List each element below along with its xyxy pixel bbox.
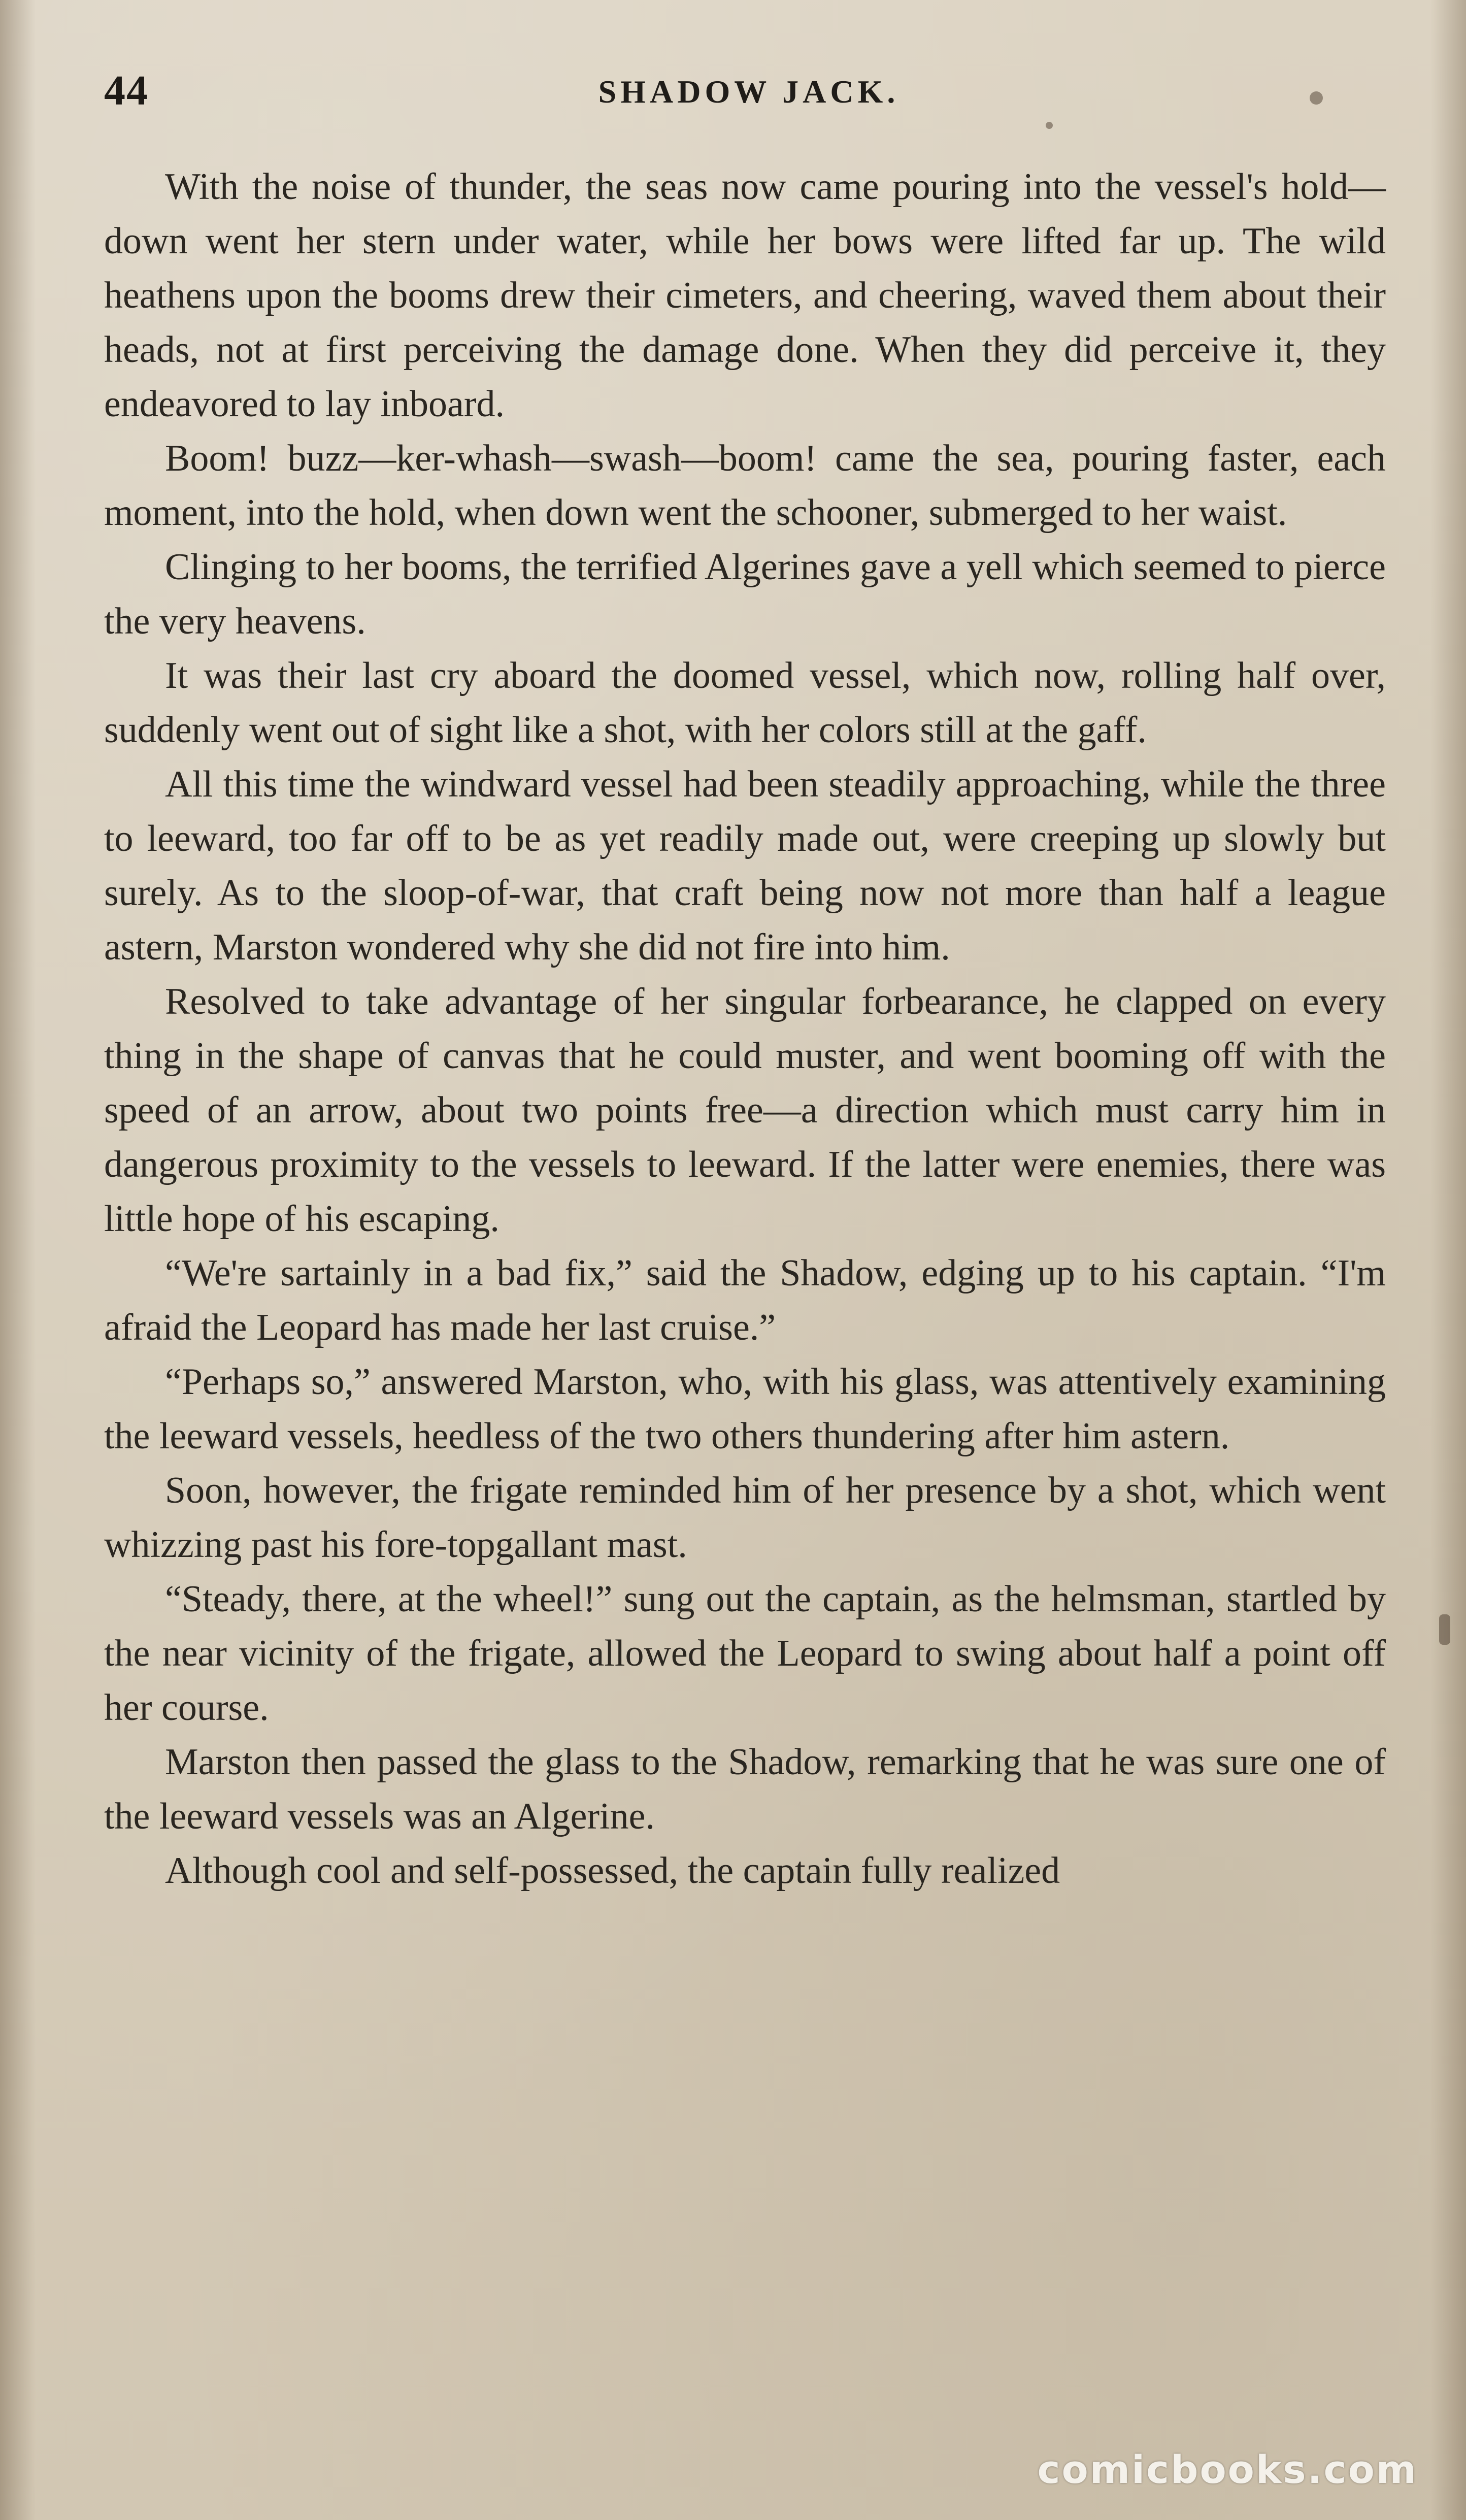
watermark: comicbooks.com	[1037, 2447, 1418, 2492]
paragraph: “We're sartainly in a bad fix,” said the Shadow, edging up to his captain. “I'm afraid the Leopard has made her last cruise.”	[104, 1252, 1386, 1348]
paragraph: Marston then passed the glass to the Shadow, remarking that he was sure one of the leeward vessels was an Algerine.	[104, 1741, 1386, 1837]
page-edge-shadow-left	[0, 0, 36, 2520]
paragraph: All this time the windward vessel had been steadily approaching, while the three to leeward, too far off to be as yet readily made out, were creeping up slowly but surely. As to the sloop-of-war, that craft being now not more than half a league astern, Marston wondered why she did not fire into him.	[104, 764, 1386, 968]
running-head: SHADOW JACK.	[598, 74, 899, 110]
paragraph: “Steady, there, at the wheel!” sung out the captain, as the helmsman, startled by the near vicinity of the frigate, allowed the Leopard to swing about half a point off her course.	[104, 1578, 1386, 1729]
paragraph: Although cool and self-possessed, the captain fully realized	[165, 1850, 1060, 1892]
page-number: 44	[104, 67, 149, 114]
paragraph: With the noise of thunder, the seas now came pouring into the vessel's hold—down went her stern under water, while her bows were lifted far up. The wild heathens upon the booms drew their cimeters, and cheering, waved them about their heads, not at first perceiving the damage done. When they did perceive it, they endeavored to lay inboard.	[104, 166, 1386, 425]
paragraph: Soon, however, the frigate reminded him of her presence by a shot, which went whizzing past his fore-topgallant mast.	[104, 1470, 1386, 1566]
paragraph: “Perhaps so,” answered Marston, who, with his glass, was attentively examining the leeward vessels, heedless of the two others thundering after him astern.	[104, 1361, 1386, 1457]
paragraph: Clinging to her booms, the terrified Algerines gave a yell which seemed to pierce the very heavens.	[104, 546, 1386, 642]
paragraph: Resolved to take advantage of her singular forbearance, he clapped on every thing in the shape of canvas that he could muster, and went booming off with the speed of an arrow, about two points free—a direction which must carry him in dangerous proximity to the vessels to leeward. If the latter were enemies, there was little hope of his escaping.	[104, 981, 1386, 1240]
page-header	[104, 66, 1393, 122]
ink-speck	[1046, 122, 1053, 129]
paragraph: It was their last cry aboard the doomed vessel, which now, rolling half over, suddenly went out of sight like a shot, with her colors still at the gaff.	[104, 655, 1386, 751]
ink-speck	[1439, 1614, 1450, 1645]
paragraph: Boom! buzz—ker-whash—swash—boom! came the sea, pouring faster, each moment, into the hold, when down went the schooner, submerged to her waist.	[104, 438, 1386, 534]
body-text	[104, 160, 1386, 1898]
page-edge-shadow-right	[1430, 0, 1466, 2520]
